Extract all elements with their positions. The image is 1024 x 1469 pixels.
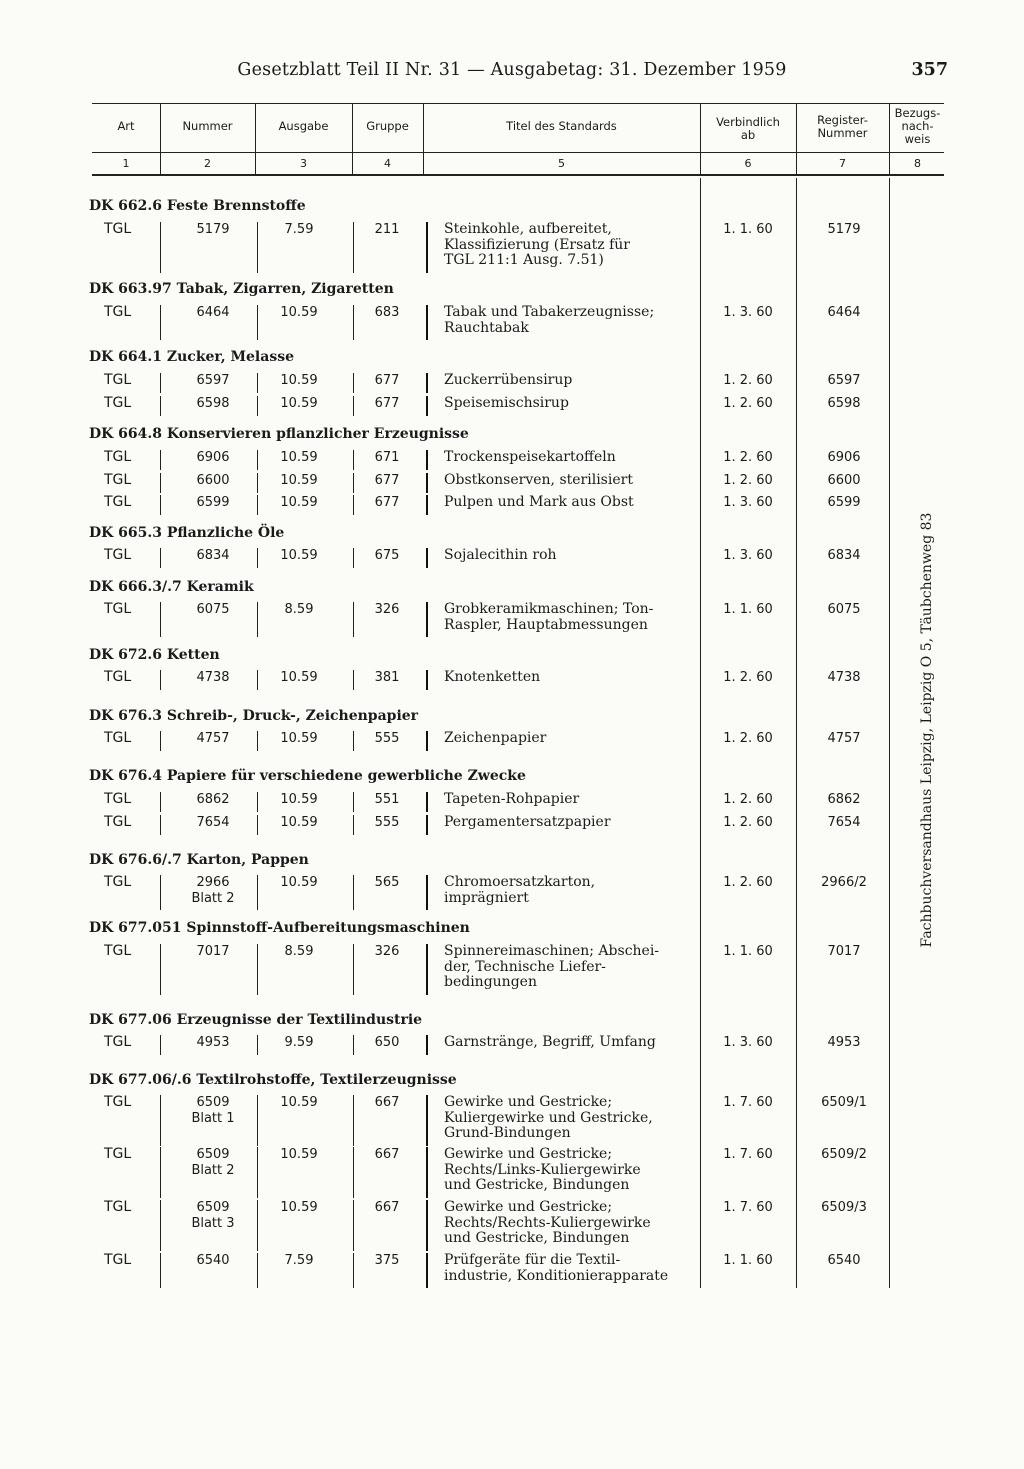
row-separator-bar (160, 473, 161, 493)
cell-gruppe: 675 (374, 548, 400, 563)
section-heading: DK 676.4 Papiere für verschiedene gewerbliche Zwecke (89, 768, 526, 784)
cell-titel: Garnstränge, Begriff, Umfang (444, 1034, 656, 1050)
row-separator-bar (257, 1253, 258, 1288)
cell-nummer: 6509 Blatt 1 (191, 1095, 235, 1126)
cell-gruppe: 565 (374, 875, 400, 890)
column-number-6: 6 (744, 157, 752, 170)
cell-verbindlich: 1. 2. 60 (723, 792, 773, 807)
cell-verbindlich: 1. 2. 60 (723, 731, 773, 746)
row-separator-bar (257, 305, 258, 340)
row-separator-bar (353, 222, 354, 273)
cell-titel: Tabak und Tabakerzeugnisse; Rauchtabak (444, 304, 655, 336)
column-number-5: 5 (558, 157, 565, 170)
cell-ausgabe: 9.59 (284, 1035, 314, 1050)
cell-ausgabe: 10.59 (280, 548, 318, 563)
row-separator-bar (426, 602, 428, 637)
cell-verbindlich: 1. 3. 60 (723, 305, 773, 320)
column-number-7: 7 (839, 157, 846, 170)
cell-art: TGL (104, 730, 132, 746)
cell-verbindlich: 1. 1. 60 (723, 1253, 773, 1268)
cell-titel: Pulpen und Mark aus Obst (444, 494, 634, 510)
cell-verbindlich: 1. 2. 60 (723, 815, 773, 830)
row-separator-bar (257, 1035, 258, 1055)
cell-art: TGL (104, 1146, 132, 1162)
cell-verbindlich: 1. 7. 60 (723, 1147, 773, 1162)
cell-verbindlich: 1. 2. 60 (723, 875, 773, 890)
cell-nummer: 6600 (196, 473, 230, 488)
cell-gruppe: 667 (374, 1200, 400, 1215)
row-separator-bar (426, 815, 428, 835)
cell-verbindlich: 1. 2. 60 (723, 373, 773, 388)
row-separator-bar (257, 495, 258, 515)
cell-register: 4738 (827, 670, 861, 685)
row-separator-bar (257, 792, 258, 812)
cell-art: TGL (104, 547, 132, 563)
row-separator-bar (160, 548, 161, 568)
row-separator-bar (426, 1035, 428, 1055)
cell-nummer: 6599 (196, 495, 230, 510)
cell-gruppe: 375 (374, 1253, 400, 1268)
row-separator-bar (353, 670, 354, 690)
cell-ausgabe: 10.59 (280, 450, 318, 465)
cell-ausgabe: 10.59 (280, 396, 318, 411)
cell-gruppe: 326 (374, 944, 400, 959)
cell-ausgabe: 10.59 (280, 792, 318, 807)
cell-gruppe: 671 (374, 450, 400, 465)
cell-nummer: 6540 (196, 1253, 230, 1268)
page-header-title: Gesetzblatt Teil II Nr. 31 — Ausgabetag: 31. Dezember 1959 (237, 60, 787, 80)
row-separator-bar (257, 1095, 258, 1146)
cell-art: TGL (104, 449, 132, 465)
cell-titel: Speisemischsirup (444, 395, 569, 411)
cell-art: TGL (104, 1034, 132, 1050)
cell-register: 7017 (827, 944, 861, 959)
section-heading: DK 666.3/.7 Keramik (89, 579, 254, 595)
cell-gruppe: 677 (374, 473, 400, 488)
section-heading: DK 662.6 Feste Brennstoffe (89, 198, 306, 214)
cell-art: TGL (104, 1252, 132, 1268)
row-separator-bar (160, 450, 161, 470)
row-separator-bar (353, 1200, 354, 1251)
cell-ausgabe: 8.59 (284, 944, 314, 959)
row-separator-bar (257, 815, 258, 835)
section-heading: DK 663.97 Tabak, Zigarren, Zigaretten (89, 281, 394, 297)
row-separator-bar (353, 944, 354, 995)
row-separator-bar (257, 473, 258, 493)
row-separator-bar (160, 222, 161, 273)
cell-gruppe: 211 (374, 222, 400, 237)
table-top-rule (92, 103, 944, 104)
cell-ausgabe: 10.59 (280, 815, 318, 830)
cell-nummer: 2966 Blatt 2 (191, 875, 235, 906)
section-heading: DK 677.06 Erzeugnisse der Textilindustrie (89, 1012, 423, 1028)
row-separator-bar (160, 373, 161, 393)
row-separator-bar (160, 731, 161, 751)
row-separator-bar (426, 222, 428, 273)
cell-nummer: 5179 (196, 222, 230, 237)
row-separator-bar (353, 1035, 354, 1055)
cell-verbindlich: 1. 3. 60 (723, 495, 773, 510)
row-separator-bar (160, 670, 161, 690)
cell-register: 6464 (827, 305, 861, 320)
row-separator-bar (160, 1035, 161, 1055)
column-number-4: 4 (384, 157, 391, 170)
cell-ausgabe: 10.59 (280, 731, 318, 746)
row-separator-bar (353, 1147, 354, 1198)
row-separator-bar (257, 602, 258, 637)
cell-art: TGL (104, 494, 132, 510)
row-separator-bar (160, 792, 161, 812)
cell-nummer: 6598 (196, 396, 230, 411)
row-separator-bar (160, 396, 161, 416)
table-header-rule (92, 152, 944, 153)
column-number-8: 8 (914, 157, 921, 170)
cell-ausgabe: 10.59 (280, 1095, 318, 1110)
row-separator-bar (426, 396, 428, 416)
col-divider-register (796, 178, 797, 1288)
row-separator-bar (353, 731, 354, 751)
cell-ausgabe: 8.59 (284, 602, 314, 617)
row-separator-bar (353, 875, 354, 910)
cell-art: TGL (104, 304, 132, 320)
cell-gruppe: 326 (374, 602, 400, 617)
section-heading: DK 676.3 Schreib-, Druck-, Zeichenpapier (89, 708, 419, 724)
cell-titel: Tapeten-Rohpapier (444, 791, 580, 807)
row-separator-bar (160, 815, 161, 835)
row-separator-bar (257, 670, 258, 690)
cell-gruppe: 667 (374, 1147, 400, 1162)
cell-verbindlich: 1. 2. 60 (723, 473, 773, 488)
cell-register: 2966/2 (821, 875, 867, 890)
cell-nummer: 6509 Blatt 3 (191, 1200, 235, 1231)
cell-art: TGL (104, 874, 132, 890)
bezugsnachweis-text: Fachbuchversandhaus Leipzig, Leipzig O 5, Täubchenweg 83 (919, 512, 935, 948)
row-separator-bar (160, 1147, 161, 1198)
cell-verbindlich: 1. 1. 60 (723, 944, 773, 959)
cell-register: 6597 (827, 373, 861, 388)
row-separator-bar (426, 1253, 428, 1288)
cell-verbindlich: 1. 7. 60 (723, 1200, 773, 1215)
cell-nummer: 4757 (196, 731, 230, 746)
row-separator-bar (353, 450, 354, 470)
cell-ausgabe: 10.59 (280, 305, 318, 320)
cell-art: TGL (104, 943, 132, 959)
cell-titel: Chromoersatzkarton, imprägniert (444, 874, 596, 906)
row-separator-bar (353, 548, 354, 568)
cell-titel: Knotenketten (444, 669, 541, 685)
cell-verbindlich: 1. 1. 60 (723, 222, 773, 237)
cell-gruppe: 555 (374, 731, 400, 746)
cell-gruppe: 677 (374, 396, 400, 411)
row-separator-bar (160, 602, 161, 637)
column-header-8: Bezugs- nach- weis (894, 106, 941, 146)
cell-titel: Prüfgeräte für die Textil- industrie, Konditionierapparate (444, 1252, 669, 1284)
cell-art: TGL (104, 372, 132, 388)
cell-ausgabe: 10.59 (280, 373, 318, 388)
row-separator-bar (426, 875, 428, 910)
row-separator-bar (257, 944, 258, 995)
cell-art: TGL (104, 1094, 132, 1110)
cell-register: 5179 (827, 222, 861, 237)
cell-gruppe: 677 (374, 495, 400, 510)
section-heading: DK 664.8 Konservieren pflanzlicher Erzeugnisse (89, 426, 469, 442)
cell-nummer: 6597 (196, 373, 230, 388)
row-separator-bar (353, 495, 354, 515)
column-header-7: Register- Nummer (817, 113, 868, 140)
cell-art: TGL (104, 669, 132, 685)
section-heading: DK 677.051 Spinnstoff-Aufbereitungsmaschinen (89, 920, 470, 936)
cell-art: TGL (104, 814, 132, 830)
row-separator-bar (426, 731, 428, 751)
cell-titel: Gewirke und Gestricke; Rechts/Links-Kuliergewirke und Gestricke, Bindungen (444, 1146, 641, 1193)
row-separator-bar (160, 875, 161, 910)
row-separator-bar (353, 396, 354, 416)
row-separator-bar (426, 1095, 428, 1146)
cell-register: 6075 (827, 602, 861, 617)
cell-titel: Pergamentersatzpapier (444, 814, 611, 830)
cell-ausgabe: 7.59 (284, 1253, 314, 1268)
row-separator-bar (353, 373, 354, 393)
cell-gruppe: 551 (374, 792, 400, 807)
section-heading: DK 665.3 Pflanzliche Öle (89, 525, 285, 541)
row-separator-bar (257, 731, 258, 751)
cell-art: TGL (104, 472, 132, 488)
cell-register: 6862 (827, 792, 861, 807)
cell-gruppe: 667 (374, 1095, 400, 1110)
column-header-3: Ausgabe (278, 119, 329, 133)
row-separator-bar (160, 495, 161, 515)
row-separator-bar (353, 1095, 354, 1146)
row-separator-bar (257, 373, 258, 393)
row-separator-bar (426, 1147, 428, 1198)
cell-titel: Gewirke und Gestricke; Rechts/Rechts-Kuliergewirke und Gestricke, Bindungen (444, 1199, 651, 1246)
cell-verbindlich: 1. 2. 60 (723, 396, 773, 411)
column-number-2: 2 (204, 157, 211, 170)
row-separator-bar (160, 1200, 161, 1251)
row-separator-bar (426, 305, 428, 340)
table-column-number-rule (92, 174, 944, 176)
row-separator-bar (426, 670, 428, 690)
section-heading: DK 676.6/.7 Karton, Pappen (89, 852, 309, 868)
row-separator-bar (353, 305, 354, 340)
column-header-1: Art (117, 119, 135, 133)
cell-register: 6509/3 (821, 1200, 867, 1215)
cell-nummer: 7017 (196, 944, 230, 959)
row-separator-bar (426, 792, 428, 812)
row-separator-bar (257, 396, 258, 416)
cell-ausgabe: 10.59 (280, 1147, 318, 1162)
cell-nummer: 6075 (196, 602, 230, 617)
cell-ausgabe: 10.59 (280, 875, 318, 890)
cell-gruppe: 381 (374, 670, 400, 685)
column-header-6: Verbindlich ab (716, 115, 780, 142)
cell-art: TGL (104, 1199, 132, 1215)
cell-nummer: 4738 (196, 670, 230, 685)
cell-titel: Trockenspeisekartoffeln (444, 449, 616, 465)
cell-art: TGL (104, 221, 132, 237)
cell-register: 4953 (827, 1035, 861, 1050)
row-separator-bar (160, 1095, 161, 1146)
row-separator-bar (257, 548, 258, 568)
cell-verbindlich: 1. 2. 60 (723, 450, 773, 465)
cell-titel: Zuckerrübensirup (444, 372, 573, 388)
cell-nummer: 6834 (196, 548, 230, 563)
cell-gruppe: 650 (374, 1035, 400, 1050)
cell-register: 6834 (827, 548, 861, 563)
row-separator-bar (353, 792, 354, 812)
section-heading: DK 672.6 Ketten (89, 647, 220, 663)
cell-nummer: 6906 (196, 450, 230, 465)
column-number-3: 3 (300, 157, 307, 170)
cell-nummer: 6509 Blatt 2 (191, 1147, 235, 1178)
cell-nummer: 7654 (196, 815, 230, 830)
row-separator-bar (257, 1147, 258, 1198)
section-heading: DK 664.1 Zucker, Melasse (89, 349, 294, 365)
row-separator-bar (353, 602, 354, 637)
cell-titel: Sojalecithin roh (444, 547, 557, 563)
cell-register: 6599 (827, 495, 861, 510)
section-heading: DK 677.06/.6 Textilrohstoffe, Textilerzeugnisse (89, 1072, 457, 1088)
cell-ausgabe: 10.59 (280, 1200, 318, 1215)
cell-gruppe: 677 (374, 373, 400, 388)
cell-verbindlich: 1. 1. 60 (723, 602, 773, 617)
row-separator-bar (426, 944, 428, 995)
cell-register: 6509/1 (821, 1095, 867, 1110)
cell-art: TGL (104, 601, 132, 617)
cell-register: 6906 (827, 450, 861, 465)
column-header-4: Gruppe (366, 119, 409, 133)
cell-verbindlich: 1. 3. 60 (723, 1035, 773, 1050)
bezugsnachweis-vertical-text (917, 505, 937, 955)
row-separator-bar (353, 473, 354, 493)
row-separator-bar (160, 944, 161, 995)
cell-nummer: 6464 (196, 305, 230, 320)
cell-titel: Zeichenpapier (444, 730, 547, 746)
cell-register: 6600 (827, 473, 861, 488)
cell-gruppe: 555 (374, 815, 400, 830)
row-separator-bar (426, 473, 428, 493)
cell-register: 6509/2 (821, 1147, 867, 1162)
row-separator-bar (353, 1253, 354, 1288)
cell-register: 7654 (827, 815, 861, 830)
row-separator-bar (353, 815, 354, 835)
cell-titel: Obstkonserven, sterilisiert (444, 472, 633, 488)
cell-ausgabe: 7.59 (284, 222, 314, 237)
cell-art: TGL (104, 395, 132, 411)
cell-ausgabe: 10.59 (280, 495, 318, 510)
cell-nummer: 6862 (196, 792, 230, 807)
column-header-2: Nummer (182, 119, 233, 133)
column-header-5: Titel des Standards (506, 119, 617, 133)
row-separator-bar (257, 450, 258, 470)
cell-verbindlich: 1. 3. 60 (723, 548, 773, 563)
cell-register: 6540 (827, 1253, 861, 1268)
row-separator-bar (160, 305, 161, 340)
cell-register: 6598 (827, 396, 861, 411)
cell-titel: Spinnereimaschinen; Abschei- der, Technische Liefer- bedingungen (444, 943, 660, 990)
cell-gruppe: 683 (374, 305, 400, 320)
row-separator-bar (160, 1253, 161, 1288)
cell-verbindlich: 1. 7. 60 (723, 1095, 773, 1110)
page-number: 357 (911, 60, 948, 80)
column-number-1: 1 (122, 157, 130, 170)
cell-nummer: 4953 (196, 1035, 230, 1050)
row-separator-bar (426, 548, 428, 568)
cell-titel: Gewirke und Gestricke; Kuliergewirke und Gestricke, Grund-Bindungen (444, 1094, 653, 1141)
row-separator-bar (257, 1200, 258, 1251)
cell-verbindlich: 1. 2. 60 (723, 670, 773, 685)
col-divider-verbindlich (700, 178, 701, 1288)
row-separator-bar (426, 1200, 428, 1251)
row-separator-bar (426, 450, 428, 470)
row-separator-bar (426, 495, 428, 515)
cell-titel: Steinkohle, aufbereitet, Klassifizierung (Ersatz für TGL 211:1 Ausg. 7.51) (444, 221, 630, 268)
cell-ausgabe: 10.59 (280, 473, 318, 488)
cell-register: 4757 (827, 731, 861, 746)
row-separator-bar (257, 222, 258, 273)
row-separator-bar (426, 373, 428, 393)
cell-art: TGL (104, 791, 132, 807)
row-separator-bar (257, 875, 258, 910)
cell-ausgabe: 10.59 (280, 670, 318, 685)
cell-titel: Grobkeramikmaschinen; Ton- Raspler, Hauptabmessungen (444, 601, 654, 633)
